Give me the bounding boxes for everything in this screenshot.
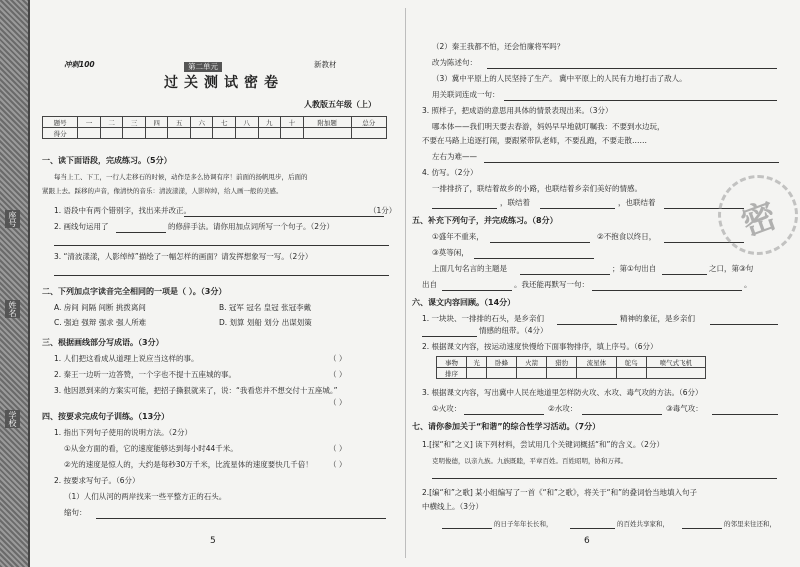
answer-line[interactable] — [184, 216, 384, 217]
s5-q4-b: ；第①句出自 — [612, 264, 657, 273]
s6-fire: ①火攻： — [432, 404, 462, 413]
s1-q1: 1. 语段中有两个错别字，找出来并改正。 — [54, 206, 192, 215]
section-4-heading: 四、按要求完成句子训练。（13分） — [42, 412, 170, 421]
binding-label-seat: 座号 — [5, 210, 20, 228]
r-q2-2-label: 改为陈述句： — [432, 58, 477, 67]
answer-line[interactable] — [682, 528, 722, 529]
answer-line[interactable] — [432, 478, 777, 479]
r-q4-example: 一排排挤了，联结着故乡的小路，也联结着乡亲们美好的情感。 — [432, 184, 642, 193]
answer-line[interactable] — [422, 336, 477, 337]
s1-passage-line2: 紧跟上去。踩移的声音，像清快的音乐：清波漾漾，人影绰绰，给人画一般的美感。 — [42, 187, 283, 195]
s6-q1-a: 1. 一块块、一排排的石头，是乡亲们 — [422, 314, 545, 323]
answer-line[interactable] — [557, 324, 617, 325]
s4-q1: 1. 指出下列句子使用的说明方法。（2分） — [54, 428, 193, 437]
stamp-char: 密 — [736, 195, 783, 245]
option-a[interactable]: A. 房间 间隔 间断 挑拨离间 — [54, 303, 146, 312]
answer-line[interactable] — [484, 162, 779, 163]
sort-table: 事物 光 卧蜂 火箭 猎豹 流星体 鸵鸟 喷气式飞机 排序 — [436, 356, 706, 379]
option-c[interactable]: C. 强迫 强辩 强求 强人所难 — [54, 318, 147, 327]
answer-line[interactable] — [442, 528, 492, 529]
section-5-heading: 五、补充下列句子，并完成练习。（8分） — [412, 216, 558, 225]
s6-q3: 3. 根据课文内容，写出冀中人民在地道里怎样防火攻、水攻、毒气攻的方法。（6分） — [422, 388, 703, 397]
binding-labels — [3, 0, 25, 567]
r-q2-3-label: 用关联词连成一句： — [432, 90, 500, 99]
s3-q2: 2. 秦王一边听一边答赞，一个字也不提十五座城的事。 — [54, 370, 237, 379]
r-q4-part2: ，也联结着 — [618, 198, 656, 207]
s1-q3: 3. “清波漾漾，人影绰绰”描绘了一幅怎样的画面？请发挥想象写一写。（2分） — [54, 252, 313, 261]
section-1-heading: 一、读下面语段，完成练习。（5分） — [42, 156, 172, 165]
answer-line[interactable] — [504, 100, 777, 101]
option-b[interactable]: B. 冠军 冠名 皇冠 张冠李戴 — [219, 303, 312, 312]
s4-q2b: 缩句： — [64, 508, 87, 517]
s6-q1-b: 精神的象征，是乡亲们 — [620, 314, 695, 323]
section-7-heading: 七、请你参加关于“和谐”的综合性学习活动。（7分） — [412, 422, 601, 431]
s5-q4-c: 之口，第③句 — [709, 264, 754, 273]
s5-q2: ②不抱食以终日， — [597, 232, 657, 241]
answer-line[interactable] — [54, 245, 389, 246]
s3-q3: 3. 他因恩到来的方案实可能，把招子撕狠就来了，说：“我看您并不想交付十五座城。” — [54, 386, 338, 395]
r-q3-example-1: 哪本体——我们明天要去春游，妈妈早早地就叮嘱我：不要到水边玩， — [432, 122, 665, 131]
answer-line[interactable] — [592, 290, 742, 291]
s7-q1-text: 克明俊德，以亲九族。九族既睦，平章百姓。百姓昭明，协和万邦。 — [432, 457, 627, 465]
s3-q1-answer[interactable]: （ ） — [329, 354, 347, 363]
option-d[interactable]: D. 划算 划船 划分 出谋划策 — [219, 318, 312, 327]
page-title: 过关测试密卷 — [164, 75, 284, 91]
s1-q2-rest: 的修辞手法。请你用加点词所写一个句子。（2分） — [168, 222, 335, 231]
score-table: 题号 一 二 三 四 五 六 七 八 九 十 附加题 总分 得分 — [42, 116, 387, 139]
r-q4-part1: ，联结着 — [500, 198, 530, 207]
s3-q2-answer[interactable]: （ ） — [329, 370, 347, 379]
answer-line[interactable] — [487, 68, 777, 69]
s4-q2a: （1）人们从河的两岸找来一些平整方正的石头。 — [64, 492, 227, 501]
s7-q2-line1: 的日子年年长长和， — [494, 520, 553, 528]
s5-q4-a: 上面几句名言的主题是 — [432, 264, 507, 273]
answer-line[interactable] — [582, 414, 662, 415]
s3-q3-answer[interactable]: （ ） — [329, 398, 347, 407]
edition-label: 新教材 — [314, 60, 337, 69]
r-q3-example-2: 不要在马路上追逐打闹，要跟紧带队老师，不要乱跑，不要走散…… — [422, 136, 647, 145]
s4-q1b: ②光的速度是惊人的，大约是每秒30万千米，比流星体的速度要快几千倍！ — [64, 460, 313, 469]
s4-q2: 2. 按要求写句子。（6分） — [54, 476, 140, 485]
answer-line[interactable] — [464, 414, 544, 415]
answer-line[interactable] — [490, 242, 590, 243]
r-q4: 4. 仿写。（2分） — [422, 168, 478, 177]
answer-line[interactable] — [54, 275, 389, 276]
binding-label-school: 学校 — [5, 410, 20, 428]
s7-q1: 1.[探“和”之义] 读下列材料，尝试用几个关键词概括“和”的含义。（2分） — [422, 440, 664, 449]
r-q2-2: （2）秦王我都不怕，还会怕廉将军吗？ — [432, 42, 565, 51]
page-number-right: 6 — [584, 536, 590, 546]
secret-stamp — [718, 175, 798, 255]
s3-q1: 1. 人们把这看成从道理上说应当这样的事。 — [54, 354, 199, 363]
s7-q2: 2.[编“和”之歌] 某小组编写了一首《“和”之歌》，将关于“和”的叠词恰当地填入句子 — [422, 488, 697, 497]
s4-q1b-answer[interactable]: （ ） — [329, 460, 347, 469]
brand-logo: 冲刺100 — [64, 60, 95, 69]
s4-q1a-answer[interactable]: （ ） — [329, 444, 347, 453]
binding-line — [28, 0, 30, 567]
answer-line[interactable] — [474, 258, 594, 259]
page-number-left: 5 — [210, 536, 216, 546]
s5-q1: ①盛年不重来， — [432, 232, 484, 241]
answer-line[interactable] — [662, 274, 707, 275]
grade-label: 人教版五年级（上） — [304, 100, 376, 109]
section-2-heading: 二、下列加点字读音完全相同的一项是（ ）。（3分） — [42, 287, 227, 296]
binding-label-name: 姓名 — [5, 300, 20, 318]
s1-passage-line1: 每当上工、下工，一行人走移石的时候，动作是多么协调有序！前面的扬帆甩步，后面的 — [54, 173, 308, 181]
answer-line[interactable] — [520, 274, 610, 275]
answer-line[interactable] — [570, 528, 615, 529]
answer-line[interactable] — [540, 208, 615, 209]
s6-gas: ③毒气攻： — [666, 404, 703, 413]
section-6-heading: 六、课文内容回顾。（14分） — [412, 298, 516, 307]
s6-q1-c: 情感的纽带。（4分） — [479, 326, 548, 335]
answer-line[interactable] — [96, 518, 386, 519]
right-page — [412, 0, 800, 567]
r-q2-3: （3）冀中平原上的人民坚持了生产。 冀中平原上的人民有力地打击了敌人。 — [432, 74, 687, 83]
s6-q2: 2. 根据课文内容，按运动速度快慢给下面事物排序，填上序号。（6分） — [422, 342, 658, 351]
s5-q3: ③莫等闲， — [432, 248, 469, 257]
s5-q5-b: 。我还能再默写一句： — [514, 280, 589, 289]
s1-q1-score: （1分） — [369, 206, 397, 215]
s7-q2-b: 中横线上。（3分） — [422, 502, 484, 511]
page-divider — [405, 8, 406, 558]
answer-line[interactable] — [116, 232, 166, 233]
s7-q2-line2: 的百姓共享家和， — [617, 520, 669, 528]
s7-q2-line3: 的邻里来往还和， — [724, 520, 776, 528]
s6-water: ②水攻： — [548, 404, 578, 413]
s5-q5-a: 出自 — [422, 280, 437, 289]
unit-badge: 第二单元 — [184, 62, 222, 72]
section-3-heading: 三、根据画线部分写成语。（3分） — [42, 338, 164, 347]
answer-line[interactable] — [710, 324, 778, 325]
s1-q2: 2. 画线句运用了 — [54, 222, 109, 231]
answer-line[interactable] — [442, 290, 512, 291]
s5-q5-c: 。 — [744, 280, 752, 289]
left-page — [34, 0, 400, 567]
answer-line[interactable] — [432, 208, 497, 209]
r-q3-prompt: 左右为难—— — [432, 152, 477, 161]
answer-line[interactable] — [712, 414, 778, 415]
r-q3: 3. 照样子，把成语的意思用具体的情景表现出来。（3分） — [422, 106, 613, 115]
s4-q1a: ①从金方面的看，它的速度能够达到每小时44千米。 — [64, 444, 238, 453]
